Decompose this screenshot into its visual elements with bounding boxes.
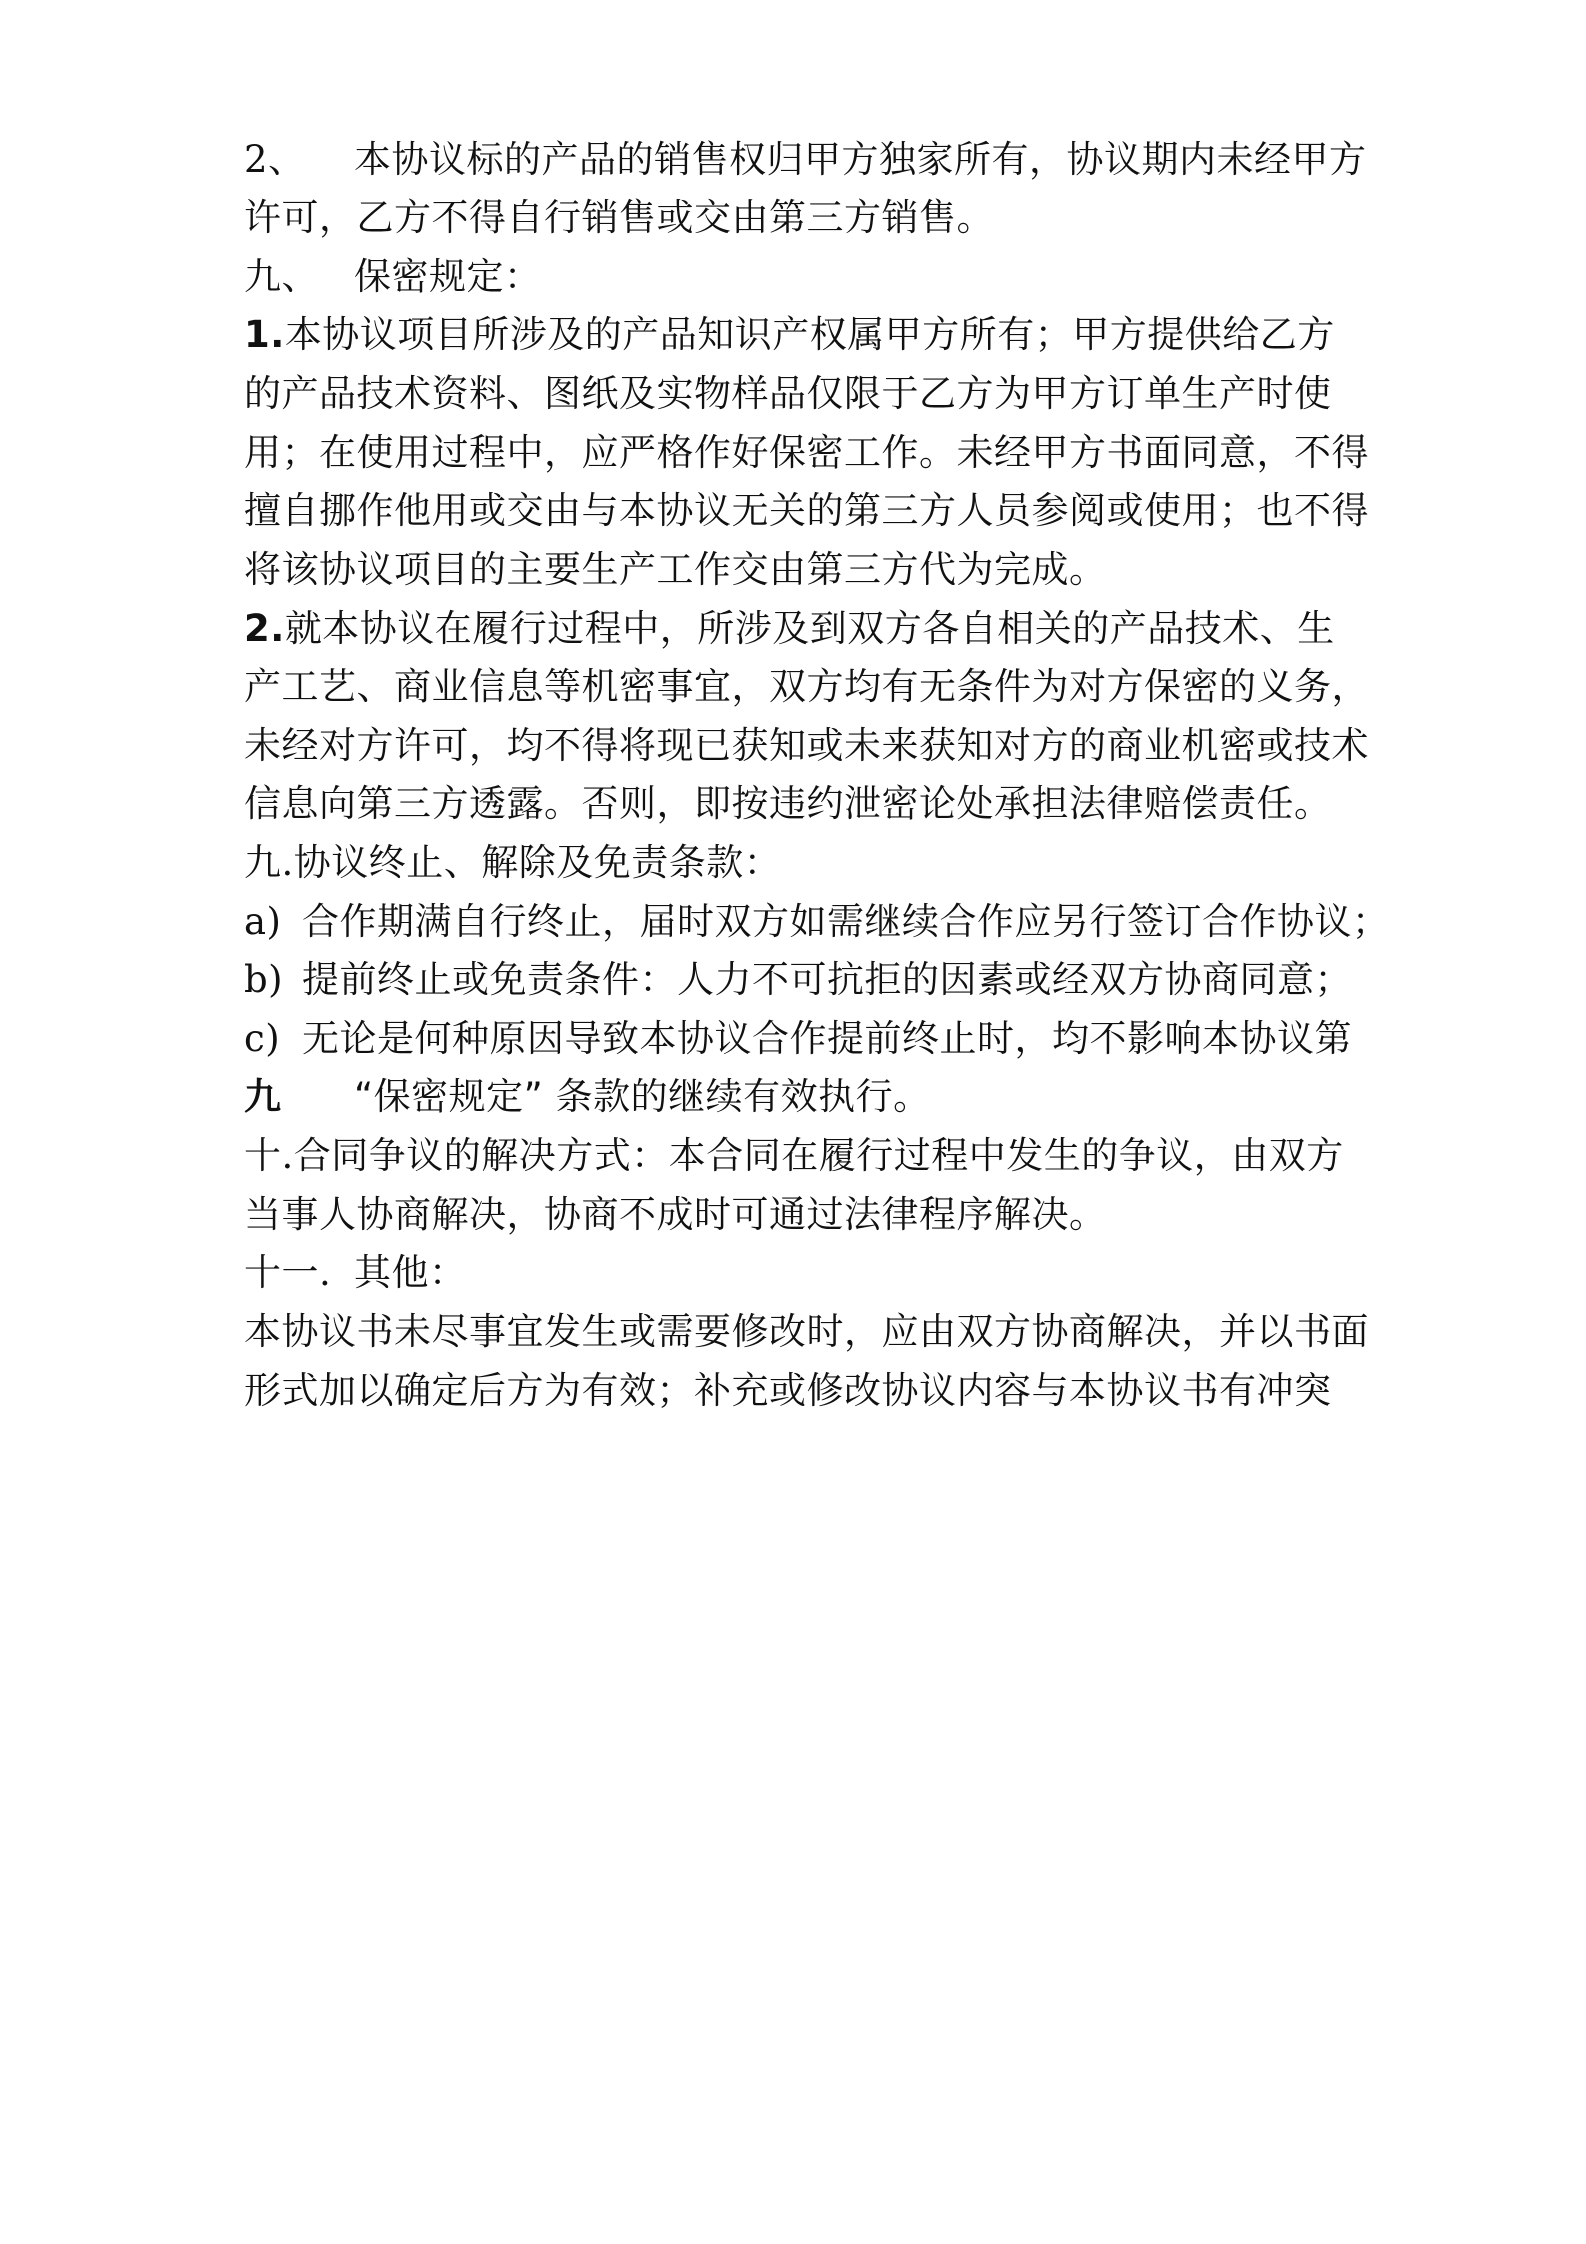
dispute-resolution-line-2 (244, 1190, 1364, 1240)
line-text: 当事人协商解决，协商不成时可通过法律程序解决。 (244, 1193, 1107, 1236)
confidentiality-item-2-line-1 (244, 604, 1364, 654)
confidentiality-item-1-line-1 (244, 310, 1364, 360)
line-text: 合作期满自行终止，届时双方如需继续合作应另行签订合作协议； (302, 900, 1390, 943)
line-text: 擅自挪作他用或交由与本协议无关的第三方人员参阅或使用；也不得 (244, 489, 1369, 532)
clause-8-item-2-line-1 (244, 135, 1367, 185)
item-letter: c) (244, 1017, 281, 1060)
other-paragraph-line-1 (244, 1307, 1369, 1357)
clause-8-item-2-line-2 (244, 193, 1364, 243)
confidentiality-item-1-line-5 (244, 545, 1364, 595)
item-letter: a) (244, 900, 282, 943)
section-number: 九. (244, 841, 294, 884)
line-text: 形式加以确定后方为有效；补充或修改协议内容与本协议书有冲突 (244, 1369, 1332, 1412)
section-heading-confidentiality (244, 252, 1364, 302)
line-text: 将该协议项目的主要生产工作交由第三方代为完成。 (244, 548, 1107, 591)
termination-item-b (244, 955, 1364, 1005)
line-text: 提前终止或免责条件：人力不可抗拒的因素或经双方协商同意； (302, 958, 1352, 1001)
section-title: 其他： (354, 1251, 467, 1294)
clause-reference: 九 (244, 1075, 282, 1118)
confidentiality-item-2-line-3 (244, 721, 1369, 771)
line-text: 许可，乙方不得自行销售或交由第三方销售。 (244, 196, 994, 239)
line-text: 用；在使用过程中，应严格作好保密工作。未经甲方书面同意，不得 (244, 431, 1369, 474)
item-number: 2、 (244, 138, 306, 181)
other-paragraph-line-2 (244, 1366, 1364, 1416)
line-text: 产工艺、商业信息等机密事宜，双方均有无条件为对方保密的义务， (244, 665, 1369, 708)
section-number: 十. (244, 1134, 294, 1177)
confidentiality-item-1-line-2 (244, 369, 1364, 419)
line-text: “保密规定” 条款的继续有效执行。 (354, 1075, 931, 1118)
line-text: 本协议标的产品的销售权归甲方独家所有，协议期内未经甲方 (354, 138, 1367, 181)
section-title: 协议终止、解除及免责条款： (293, 841, 782, 884)
section-number: 十一. (244, 1251, 332, 1294)
line-text: 就本协议在履行过程中，所涉及到双方各自相关的产品技术、生 (284, 607, 1335, 650)
confidentiality-item-1-line-3 (244, 428, 1369, 478)
line-text: 本协议项目所涉及的产品知识产权属甲方所有；甲方提供给乙方 (284, 313, 1335, 356)
line-text: 合同争议的解决方式：本合同在履行过程中发生的争议，由双方 (293, 1134, 1344, 1177)
line-text: 信息向第三方透露。否则，即按违约泄密论处承担法律赔偿责任。 (244, 782, 1332, 825)
termination-item-c-line-1 (244, 1014, 1364, 1064)
item-number: 1. (244, 313, 285, 356)
section-heading-other (244, 1248, 1364, 1298)
line-text: 的产品技术资料、图纸及实物样品仅限于乙方为甲方订单生产时使 (244, 372, 1332, 415)
item-letter: b) (244, 958, 284, 1001)
confidentiality-item-1-line-4 (244, 486, 1369, 536)
section-heading-termination (244, 838, 1364, 888)
line-text: 未经对方许可，均不得将现已获知或未来获知对方的商业机密或技术 (244, 724, 1369, 767)
section-title: 保密规定： (354, 255, 542, 298)
dispute-resolution-line-1 (244, 1131, 1364, 1181)
section-number: 九、 (244, 255, 319, 298)
line-text: 无论是何种原因导致本协议合作提前终止时，均不影响本协议第 (302, 1017, 1352, 1060)
item-number: 2. (244, 607, 285, 650)
line-text: 本协议书未尽事宜发生或需要修改时，应由双方协商解决，并以书面 (244, 1310, 1369, 1353)
confidentiality-item-2-line-4 (244, 779, 1364, 829)
termination-item-c-line-2 (244, 1072, 1364, 1122)
confidentiality-item-2-line-2 (244, 662, 1369, 712)
termination-item-a (244, 897, 1390, 947)
